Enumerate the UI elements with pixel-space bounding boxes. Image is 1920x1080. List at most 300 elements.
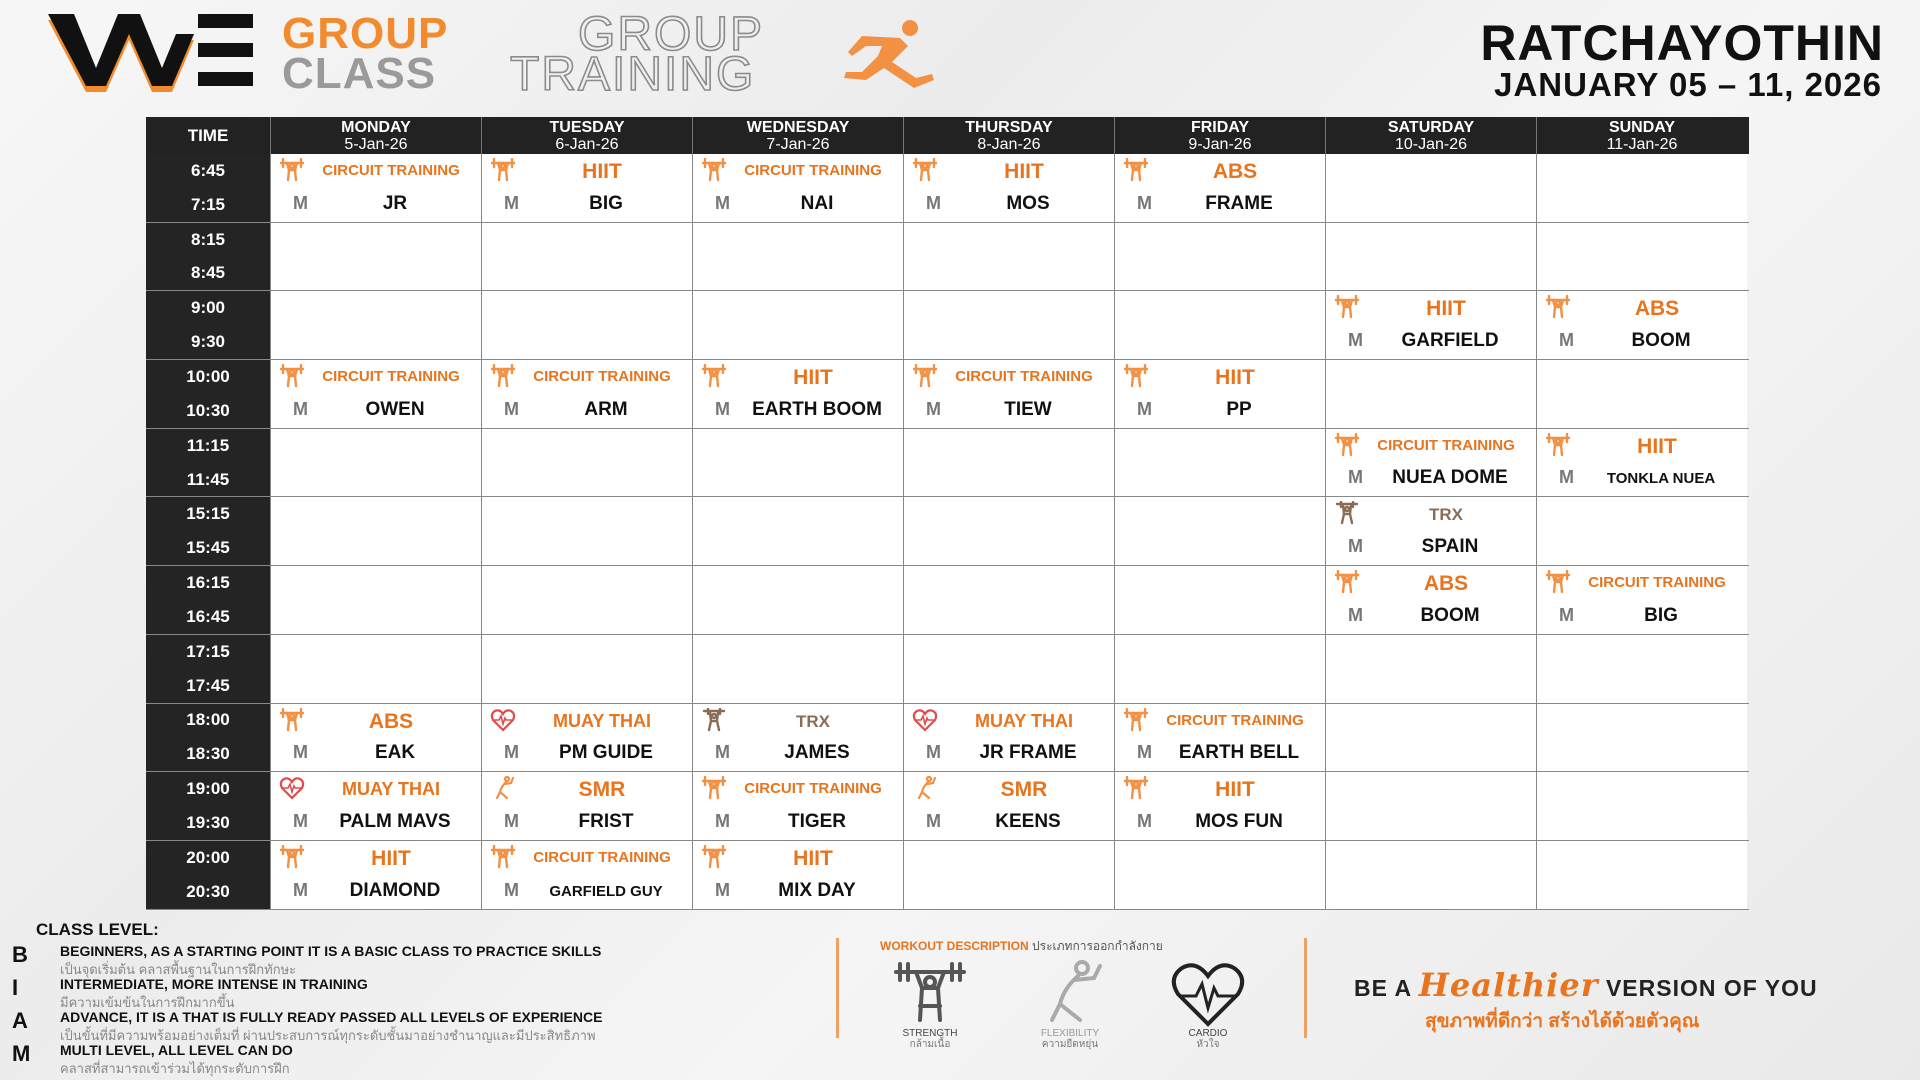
class-cell — [270, 841, 481, 909]
flexibility-en: FLEXIBILITY — [1040, 1028, 1100, 1039]
instructor-name: EARTH BELL — [1178, 742, 1300, 764]
schedule-row — [146, 704, 1749, 773]
schedule-row — [146, 566, 1749, 635]
class-cell — [481, 841, 692, 909]
instructor-name: GARFIELD GUY — [549, 882, 663, 900]
empty-cell — [270, 429, 481, 497]
empty-cell — [1536, 154, 1747, 222]
schedule-rows — [146, 154, 1749, 910]
class-name: HIIT — [1426, 297, 1466, 321]
strength-icon — [1545, 570, 1571, 594]
instructor-name: NAI — [800, 192, 834, 214]
empty-cell — [1114, 223, 1325, 291]
instructor-name: FRIST — [578, 810, 634, 832]
class-level: M — [926, 810, 941, 831]
empty-cell — [1536, 360, 1747, 428]
slogan-thai: สุขภาพที่ดีกว่า สร้างได้ด้วยตัวคุณ — [1425, 1011, 1700, 1032]
time-slot — [146, 360, 270, 428]
class-name: HIIT — [1215, 778, 1255, 802]
instructor-name: BIG — [589, 192, 623, 214]
class-cell — [1536, 291, 1747, 359]
time-slot — [146, 704, 270, 772]
class-name: TRX — [796, 711, 830, 731]
day-header-saturday — [1325, 117, 1536, 154]
class-cell — [903, 704, 1114, 772]
day-date: 8-Jan-26 — [977, 136, 1041, 153]
class-name: CIRCUIT TRAINING — [1588, 574, 1726, 592]
class-cell — [481, 154, 692, 222]
strength-icon — [1334, 295, 1360, 319]
empty-cell — [903, 635, 1114, 703]
class-level: M — [293, 398, 308, 419]
slogan-pre: BE A — [1354, 975, 1412, 1001]
level-letter: B — [12, 942, 28, 967]
day-name: MONDAY — [341, 119, 411, 136]
title-outline-training: TRAINING — [510, 48, 756, 101]
time-slot — [146, 772, 270, 840]
strength-icon — [701, 364, 727, 388]
day-name: SATURDAY — [1387, 119, 1475, 136]
strength-icon — [1545, 295, 1571, 319]
empty-cell — [270, 223, 481, 291]
empty-cell — [481, 635, 692, 703]
day-header-tuesday — [481, 117, 692, 154]
cardio-label — [1153, 1028, 1263, 1050]
class-level: M — [504, 742, 519, 763]
class-level: M — [504, 810, 519, 831]
class-name: CIRCUIT TRAINING — [533, 848, 671, 866]
instructor-name: JR FRAME — [979, 742, 1077, 764]
level-letter: M — [12, 1041, 31, 1066]
we-logo — [48, 12, 253, 98]
strength-icon — [701, 158, 727, 182]
strength-icon — [1334, 570, 1360, 594]
empty-cell — [903, 429, 1114, 497]
day-header-thursday — [903, 117, 1114, 154]
workout-title-th: ประเภทการออกกำลังกาย — [1032, 939, 1163, 953]
empty-cell — [1114, 429, 1325, 497]
class-cell — [692, 154, 903, 222]
schedule-row — [146, 497, 1749, 566]
class-cell — [903, 360, 1114, 428]
class-cell — [692, 772, 903, 840]
class-cell — [1114, 704, 1325, 772]
class-name: HIIT — [582, 160, 622, 183]
class-level: M — [926, 398, 941, 419]
class-level: M — [1137, 192, 1152, 213]
instructor-name: ARM — [584, 398, 628, 420]
instructor-name: BOOM — [1631, 330, 1691, 352]
time-start: 10:00 — [186, 366, 230, 386]
level-description-thai: เป็นขั้นที่มีความพร้อมอย่างเต็มที่ ผ่านประสบการณ์ทุกระดับชั้นมาอย่างชำนาญและมีประสิทธิภาพ — [60, 1028, 596, 1043]
day-date: 6-Jan-26 — [555, 136, 619, 153]
flexibility-th: ความยืดหยุ่น — [1041, 1039, 1099, 1050]
instructor-name: NUEA DOME — [1392, 467, 1508, 489]
empty-cell — [1114, 497, 1325, 565]
strength-icon — [701, 845, 727, 869]
class-name: ABS — [1423, 572, 1469, 596]
class-name: HIIT — [1004, 160, 1044, 183]
empty-cell — [692, 635, 903, 703]
logo-text: WE — [48, 12, 50, 13]
empty-cell — [1325, 223, 1536, 291]
workout-title-en: WORKOUT DESCRIPTION — [880, 939, 1029, 953]
empty-cell — [1114, 566, 1325, 634]
instructor-name: GARFIELD — [1401, 330, 1499, 352]
strength-icon — [279, 364, 305, 388]
strength-en: STRENGTH — [902, 1028, 958, 1039]
empty-cell — [481, 497, 692, 565]
time-end: 19:30 — [186, 812, 230, 832]
class-name: TRX — [1429, 505, 1463, 525]
class-level: M — [715, 879, 730, 900]
class-name: CIRCUIT TRAINING — [744, 780, 882, 798]
empty-cell — [1536, 223, 1747, 291]
class-level: M — [926, 192, 941, 213]
trx-icon — [701, 708, 727, 732]
class-name: HIIT — [371, 846, 411, 870]
runner-icon — [822, 16, 940, 98]
strength-icon — [490, 364, 516, 388]
workout-description-title — [880, 937, 1163, 956]
class-cell — [1114, 360, 1325, 428]
class-level: M — [293, 810, 308, 831]
class-name: ABS — [368, 709, 414, 733]
instructor-name: FRAME — [1205, 192, 1273, 214]
schedule-table — [146, 117, 1749, 910]
empty-cell — [1114, 635, 1325, 703]
class-cell — [1114, 154, 1325, 222]
empty-cell — [1536, 841, 1747, 909]
class-level: M — [1559, 330, 1574, 351]
flexibility-icon — [912, 776, 938, 800]
class-cell — [692, 841, 903, 909]
instructor-name: EAK — [374, 742, 416, 764]
level-description-thai: เป็นจุดเริ่มต้น คลาสพื้นฐานในการฝึกทักษะ — [60, 962, 297, 977]
empty-cell — [1325, 704, 1536, 772]
time-slot — [146, 429, 270, 497]
class-cell — [692, 360, 903, 428]
class-cell — [1325, 291, 1536, 359]
time-start: 15:15 — [186, 504, 230, 524]
day-name: THURSDAY — [965, 119, 1053, 136]
empty-cell — [692, 223, 903, 291]
strength-icon — [279, 708, 305, 732]
empty-cell — [1536, 704, 1747, 772]
class-level: M — [504, 879, 519, 900]
instructor-name: TIGER — [787, 810, 847, 832]
class-level: M — [293, 879, 308, 900]
day-header-sunday — [1536, 117, 1747, 154]
time-end: 9:30 — [190, 332, 226, 352]
class-name: SMR — [578, 778, 626, 802]
level-description: INTERMEDIATE, MORE INTENSE IN TRAINING — [60, 976, 368, 992]
level-description-thai: คลาสที่สามารถเข้าร่วมได้ทุกระดับการฝึก — [60, 1061, 290, 1076]
flexibility-label — [1015, 1028, 1125, 1050]
instructor-name: TIEW — [1004, 398, 1052, 420]
instructor-name: MIX DAY — [778, 879, 856, 901]
class-level: M — [504, 192, 519, 213]
instructor-name: DIAMOND — [349, 879, 441, 901]
class-cell — [1114, 772, 1325, 840]
time-slot — [146, 635, 270, 703]
trx-icon — [1334, 501, 1360, 525]
instructor-name: JR — [382, 192, 408, 214]
class-name: CIRCUIT TRAINING — [533, 368, 671, 386]
class-level: M — [926, 742, 941, 763]
day-date: 11-Jan-26 — [1606, 136, 1678, 153]
empty-cell — [692, 497, 903, 565]
class-name: CIRCUIT TRAINING — [322, 368, 460, 386]
class-level: M — [1348, 536, 1363, 557]
instructor-name: BIG — [1644, 604, 1678, 626]
strength-icon — [912, 364, 938, 388]
day-date: 7-Jan-26 — [766, 136, 830, 153]
level-description: MULTI LEVEL, ALL LEVEL CAN DO — [60, 1042, 293, 1058]
class-cell — [1536, 429, 1747, 497]
class-cell — [481, 704, 692, 772]
instructor-name: SPAIN — [1421, 536, 1479, 558]
instructor-name: EARTH BOOM — [752, 398, 882, 420]
strength-icon — [1123, 708, 1149, 732]
strength-icon — [490, 158, 516, 182]
time-end: 11:45 — [186, 469, 230, 489]
class-level: M — [715, 192, 730, 213]
strength-icon — [490, 845, 516, 869]
schedule-row — [146, 429, 1749, 498]
day-date: 10-Jan-26 — [1394, 136, 1468, 153]
level-letter: I — [12, 975, 19, 1000]
class-name: CIRCUIT TRAINING — [1166, 711, 1304, 729]
day-date: 5-Jan-26 — [344, 136, 408, 153]
class-level: M — [1559, 604, 1574, 625]
empty-cell — [1114, 291, 1325, 359]
instructor-name: PALM MAVS — [339, 810, 451, 832]
time-slot — [146, 223, 270, 291]
level-letter: A — [12, 1008, 28, 1033]
cardio-icon — [1168, 958, 1248, 1028]
empty-cell — [692, 429, 903, 497]
schedule-row — [146, 635, 1749, 704]
strength-icon — [1545, 433, 1571, 457]
instructor-name: MOS FUN — [1195, 810, 1283, 832]
class-level-title: CLASS LEVEL: — [36, 920, 159, 939]
time-slot — [146, 497, 270, 565]
empty-cell — [270, 291, 481, 359]
strength-icon — [279, 845, 305, 869]
time-header: TIME — [187, 125, 229, 145]
class-cell — [481, 772, 692, 840]
title-outline-group: GROUP — [578, 8, 765, 61]
time-end: 8:45 — [190, 263, 226, 283]
schedule-row — [146, 772, 1749, 841]
class-cell — [1325, 566, 1536, 634]
instructor-name: JAMES — [784, 742, 850, 764]
time-end: 18:30 — [186, 744, 230, 764]
class-cell — [270, 772, 481, 840]
strength-icon — [1123, 364, 1149, 388]
time-start: 9:00 — [190, 298, 226, 318]
time-slot — [146, 841, 270, 909]
time-slot — [146, 291, 270, 359]
cardio-icon — [490, 708, 516, 732]
slogan — [1354, 966, 1818, 1004]
divider-left — [836, 938, 839, 1038]
slogan-highlight: Healthier — [1418, 966, 1599, 1004]
branch-name: RATCHAYOTHIN — [1480, 15, 1884, 71]
time-slot — [146, 566, 270, 634]
empty-cell — [1114, 841, 1325, 909]
class-level: M — [715, 398, 730, 419]
class-cell — [903, 772, 1114, 840]
class-level: M — [293, 742, 308, 763]
day-header-monday — [270, 117, 481, 154]
empty-cell — [270, 566, 481, 634]
class-cell — [270, 360, 481, 428]
empty-cell — [903, 291, 1114, 359]
strength-icon — [1123, 776, 1149, 800]
empty-cell — [903, 223, 1114, 291]
instructor-name: TONKLA NUEA — [1606, 470, 1716, 488]
instructor-name: PM GUIDE — [559, 742, 653, 764]
day-header-friday — [1114, 117, 1325, 154]
class-level: M — [504, 398, 519, 419]
schedule-row — [146, 291, 1749, 360]
strength-icon — [912, 158, 938, 182]
empty-cell — [1536, 497, 1747, 565]
class-level: M — [1137, 810, 1152, 831]
empty-cell — [1325, 635, 1536, 703]
day-name: TUESDAY — [549, 119, 625, 136]
time-end: 20:30 — [186, 881, 230, 901]
instructor-name: MOS — [1006, 192, 1050, 214]
empty-cell — [1325, 772, 1536, 840]
class-level: M — [1348, 604, 1363, 625]
empty-cell — [481, 429, 692, 497]
instructor-name: OWEN — [365, 398, 425, 420]
class-cell — [481, 360, 692, 428]
level-description: ADVANCE, IT IS A THAT IS FULLY READY PASSED ALL LEVELS OF EXPERIENCE — [60, 1009, 603, 1025]
day-name: SUNDAY — [1608, 119, 1676, 136]
instructor-name: PP — [1226, 398, 1252, 420]
day-name: FRIDAY — [1190, 119, 1250, 136]
strength-icon — [701, 776, 727, 800]
class-name: CIRCUIT TRAINING — [1377, 436, 1515, 454]
class-cell — [270, 704, 481, 772]
class-cell — [1325, 429, 1536, 497]
empty-cell — [692, 291, 903, 359]
strength-label — [875, 1028, 985, 1050]
class-level: M — [1348, 467, 1363, 488]
day-date: 9-Jan-26 — [1188, 136, 1252, 153]
class-name: ABS — [1634, 297, 1680, 321]
class-name: HIIT — [1637, 434, 1677, 458]
strength-icon — [890, 958, 970, 1028]
title-group: GROUP — [282, 9, 449, 58]
time-start: 18:00 — [186, 710, 230, 730]
schedule-row — [146, 841, 1749, 910]
instructor-name: KEENS — [995, 810, 1061, 832]
class-cell — [692, 704, 903, 772]
class-level: M — [715, 810, 730, 831]
class-name: CIRCUIT TRAINING — [955, 368, 1093, 386]
level-description: BEGINNERS, AS A STARTING POINT IT IS A BASIC CLASS TO PRACTICE SKILLS — [60, 943, 602, 959]
time-start: 17:15 — [186, 641, 230, 661]
schedule-row — [146, 223, 1749, 292]
title-class: CLASS — [282, 49, 437, 98]
empty-cell — [903, 566, 1114, 634]
empty-cell — [692, 566, 903, 634]
empty-cell — [1325, 360, 1536, 428]
schedule-header — [146, 117, 1749, 154]
time-start: 11:15 — [186, 435, 230, 455]
class-level: M — [715, 742, 730, 763]
empty-cell — [903, 497, 1114, 565]
time-start: 16:15 — [186, 573, 230, 593]
time-end: 7:15 — [190, 194, 226, 214]
empty-cell — [270, 635, 481, 703]
time-end: 16:45 — [186, 606, 230, 626]
class-name: HIIT — [1215, 366, 1255, 390]
time-end: 10:30 — [186, 400, 230, 420]
class-level: M — [1348, 330, 1363, 351]
class-cell — [1325, 497, 1536, 565]
time-end: 15:45 — [186, 538, 230, 558]
strength-icon — [279, 158, 305, 182]
class-name: MUAY THAI — [341, 779, 440, 800]
class-level: M — [1559, 467, 1574, 488]
class-name: MUAY THAI — [552, 710, 651, 731]
empty-cell — [270, 497, 481, 565]
slogan-post: VERSION OF YOU — [1605, 975, 1818, 1001]
time-start: 20:00 — [186, 847, 230, 867]
time-end: 17:45 — [186, 675, 230, 695]
empty-cell — [1536, 772, 1747, 840]
time-slot — [146, 154, 270, 222]
strength-icon — [1123, 158, 1149, 182]
empty-cell — [481, 566, 692, 634]
strength-icon — [1334, 433, 1360, 457]
class-cell — [1536, 566, 1747, 634]
time-start: 6:45 — [190, 160, 226, 180]
cardio-th: หัวใจ — [1196, 1039, 1220, 1050]
time-start: 8:15 — [190, 229, 226, 249]
class-name: HIIT — [793, 366, 833, 390]
class-name: SMR — [1000, 778, 1048, 802]
class-cell — [270, 154, 481, 222]
flexibility-icon — [1030, 958, 1110, 1028]
level-description-thai: มีความเข้มข้นในการฝึกมากขึ้น — [60, 995, 235, 1010]
cardio-icon — [912, 708, 938, 732]
schedule-row — [146, 154, 1749, 223]
empty-cell — [481, 291, 692, 359]
empty-cell — [1325, 841, 1536, 909]
cardio-icon — [279, 776, 305, 800]
divider-right — [1304, 938, 1307, 1038]
time-start: 19:00 — [186, 779, 230, 799]
empty-cell — [903, 841, 1114, 909]
class-name: CIRCUIT TRAINING — [744, 162, 882, 179]
class-level: M — [1137, 742, 1152, 763]
instructor-name: BOOM — [1420, 604, 1480, 626]
empty-cell — [1536, 635, 1747, 703]
cardio-en: CARDIO — [1188, 1028, 1228, 1039]
strength-th: กล้ามเนื้อ — [909, 1039, 951, 1050]
date-range: JANUARY 05 – 11, 2026 — [1494, 66, 1882, 103]
day-header-wednesday — [692, 117, 903, 154]
class-name: MUAY THAI — [974, 710, 1073, 731]
class-level: M — [293, 192, 308, 213]
